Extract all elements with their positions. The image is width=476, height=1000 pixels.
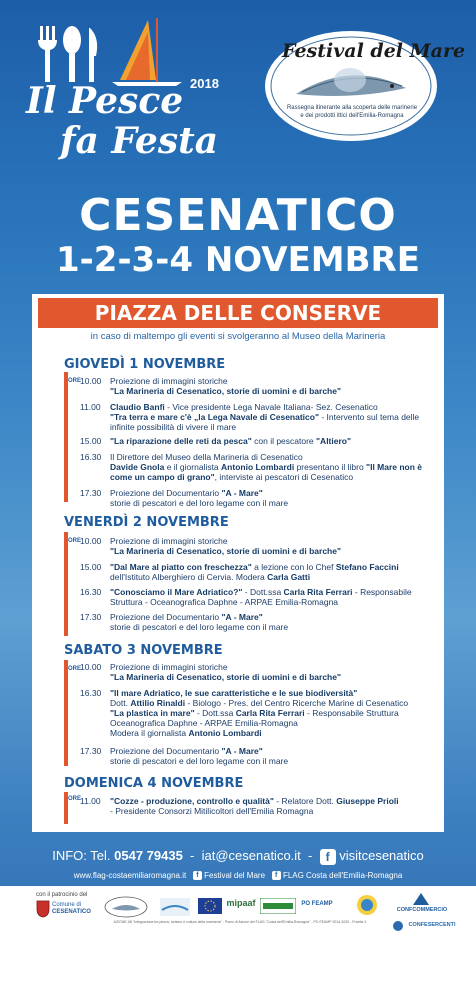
event-time: 16.30: [80, 587, 102, 597]
region-logo: [160, 898, 190, 916]
event-item: 17.30 Proiezione del Documentario "A - Mare" storie di pescatori e del loro legame con il mare: [80, 612, 289, 632]
event-time: 17.30: [80, 488, 102, 498]
badge-arc-text: Rassegna itinerante alla scoperta delle marinerie e dei prodotti ittici dell'Emilia-Romagna: [286, 105, 418, 119]
facebook-flag-link[interactable]: FLAG Costa dell'Emilia-Romagna: [282, 871, 403, 880]
logo-title-line1: Il Pesce: [26, 80, 184, 122]
ore-label: ORE: [68, 666, 82, 672]
day-bar: [64, 532, 68, 636]
day-bar: [64, 660, 68, 766]
facebook-icon: f: [272, 871, 281, 880]
email-link[interactable]: iat@cesenatico.it: [201, 848, 301, 863]
venue-banner: PIAZZA DELLE CONSERVE: [38, 298, 438, 328]
confcommercio-icon: [412, 892, 430, 906]
event-item: 16.30 "Il mare Adriatico, le sue caratteristiche e le sue biodiversità" Dott. Attilio Rinaldi - Biologo - Pres. del Centro Ricerche Marine di Cesenatico "La plastica in mare" - Dott.ssa Carla Rita Ferrari - Responsabile Struttura Oceanografica Daphne - ARPAE Emilia-Romagna Modera il giornalista Antonio Lombardi: [80, 688, 409, 738]
social-line: [0, 871, 476, 880]
facebook-festival-link[interactable]: Festival del Mare: [204, 871, 266, 880]
sailboat-icon: [112, 18, 182, 88]
mipaaf-logo: mipaaf: [226, 898, 256, 908]
day-heading: GIOVEDÌ 1 NOVEMBRE: [64, 357, 226, 372]
event-time: 11.00: [80, 796, 101, 806]
ore-label: ORE: [68, 796, 82, 802]
cutlery-icon: [30, 26, 112, 86]
logo-year: 2018: [190, 76, 219, 91]
event-time: 16.30: [80, 452, 102, 462]
event-dates: 1-2-3-4 NOVEMBRE: [56, 240, 420, 280]
phone-number[interactable]: 0547 79435: [114, 848, 183, 863]
city-title: CESENATICO: [79, 190, 397, 241]
crest-icon: [36, 900, 50, 918]
confcommercio-logo: CONFCOMMERCIO: [396, 907, 448, 913]
event-item: 16.30 Il Direttore del Museo della Marineria di Cesenatico Davide Gnola e il giornalista Antonio Lombardi presentano il libro "Il Mare non è come un campo di grano", interviste ai pescatori di Cesenatico: [80, 452, 423, 482]
event-item: 10.00 Proiezione di immagini storiche "La Marineria di Cesenatico, storie di uomini e di barche": [80, 536, 342, 556]
day-heading: VENERDÌ 2 NOVEMBRE: [64, 515, 229, 530]
event-item: 15.00 "Dal Mare al piatto con freschezza" a lezione con lo Chef Stefano Faccini dell'Istituto Alberghiero di Cervia. Modera Carla Gatti: [80, 562, 399, 582]
info-line: INFO: Tel. 0547 79435 - iat@cesenatico.it - f visitcesenatico: [52, 848, 424, 864]
po-feamp-logo: PO FEAMP: [301, 901, 333, 907]
flag-logo: [356, 894, 378, 916]
weather-note: in caso di maltempo gli eventi si svolgeranno al Museo della Marineria: [90, 331, 386, 342]
event-item: 10.00 Proiezione di immagini storiche "La Marineria di Cesenatico, storie di uomini e di barche": [80, 662, 342, 682]
event-time: 17.30: [80, 746, 102, 756]
day-heading: SABATO 3 NOVEMBRE: [64, 643, 223, 658]
event-time: 11.00: [80, 402, 101, 412]
ore-label: ORE: [68, 538, 82, 544]
confesercenti-logo: CONFESERCENTI: [408, 922, 456, 928]
event-time: 10.00: [80, 662, 102, 672]
patronage-label: con il patrocinio del: [36, 892, 88, 898]
event-time: 15.00: [80, 436, 102, 446]
day-heading: DOMENICA 4 NOVEMBRE: [64, 776, 244, 791]
website-link[interactable]: www.flag-costaemiliaromagna.it: [73, 871, 187, 880]
event-time: 15.00: [80, 562, 102, 572]
logo-title-line2: fa Festa: [60, 120, 219, 162]
day-bar: [64, 372, 68, 502]
event-item: 17.30 Proiezione del Documentario "A - Mare" storie di pescatori e del loro legame con il mare: [80, 488, 289, 508]
eu-flag-icon: [198, 898, 222, 914]
emilia-romagna-logo: [260, 898, 296, 914]
event-time: 10.00: [80, 536, 102, 546]
festival-del-mare-small-logo: [104, 896, 148, 918]
event-time: 17.30: [80, 612, 102, 622]
ore-label: ORE: [68, 378, 82, 384]
event-item: 11.00 Claudio Banfi - Vice presidente Lega Navale Italiana- Sez. Cesenatico "Tra terra e mare c'è „la Lega Navale di Cesenatico" - Intervento sul tema delle infinite possibilità di vivere il mare: [80, 402, 420, 432]
event-item: 15.00 "La riparazione delle reti da pesca" con il pescatore "Altiero": [80, 436, 352, 446]
facebook-icon: f: [193, 871, 202, 880]
event-item: 16.30 "Conosciamo il Mare Adriatico?" - Dott.ssa Carla Rita Ferrari - Responsabile Struttura - Oceanografica Daphne - ARPAE Emilia-Romagna: [80, 587, 412, 607]
event-item: 10.00 Proiezione di immagini storiche "La Marineria di Cesenatico, storie di uomini e di barche": [80, 376, 342, 396]
fine-print: AZIONE 4B "Integrazione tra pesca, turismo e cultura della marineria" - Piano di Azione del FLAG "Costa dell'Emilia-Romagna" - PO FEAMP 2014-2020 - Priorità 4: [113, 920, 367, 924]
facebook-link[interactable]: visitcesenatico: [339, 848, 424, 863]
sponsor-footer: con il patrocinio del Comune di CESENATICO mipaaf PO FEAMP CONFCOMMERCIO CONFESERCENTI AZIONE 4B "Integrazione tra pesca, turismo e cultura della marineria" - Piano di Azione del FLAG "Costa dell'Emilia-Romagna" - PO FEAMP 2014-2020 - Priorità 4: [0, 886, 476, 1000]
badge-title: Festival del Mare: [282, 40, 466, 62]
confesercenti-icon: [392, 920, 404, 932]
event-item: 17.30 Proiezione del Documentario "A - Mare" storie di pescatori e del loro legame con il mare: [80, 746, 289, 766]
event-item: 11.00 "Cozze - produzione, controllo e qualità" - Relatore Dott. Giuseppe Prioli - Presidente Consorzi Mitilicoltori dell'Emilia Romagna: [80, 796, 399, 816]
event-time: 16.30: [80, 688, 102, 698]
event-time: 10.00: [80, 376, 102, 386]
facebook-icon: f: [320, 849, 336, 865]
